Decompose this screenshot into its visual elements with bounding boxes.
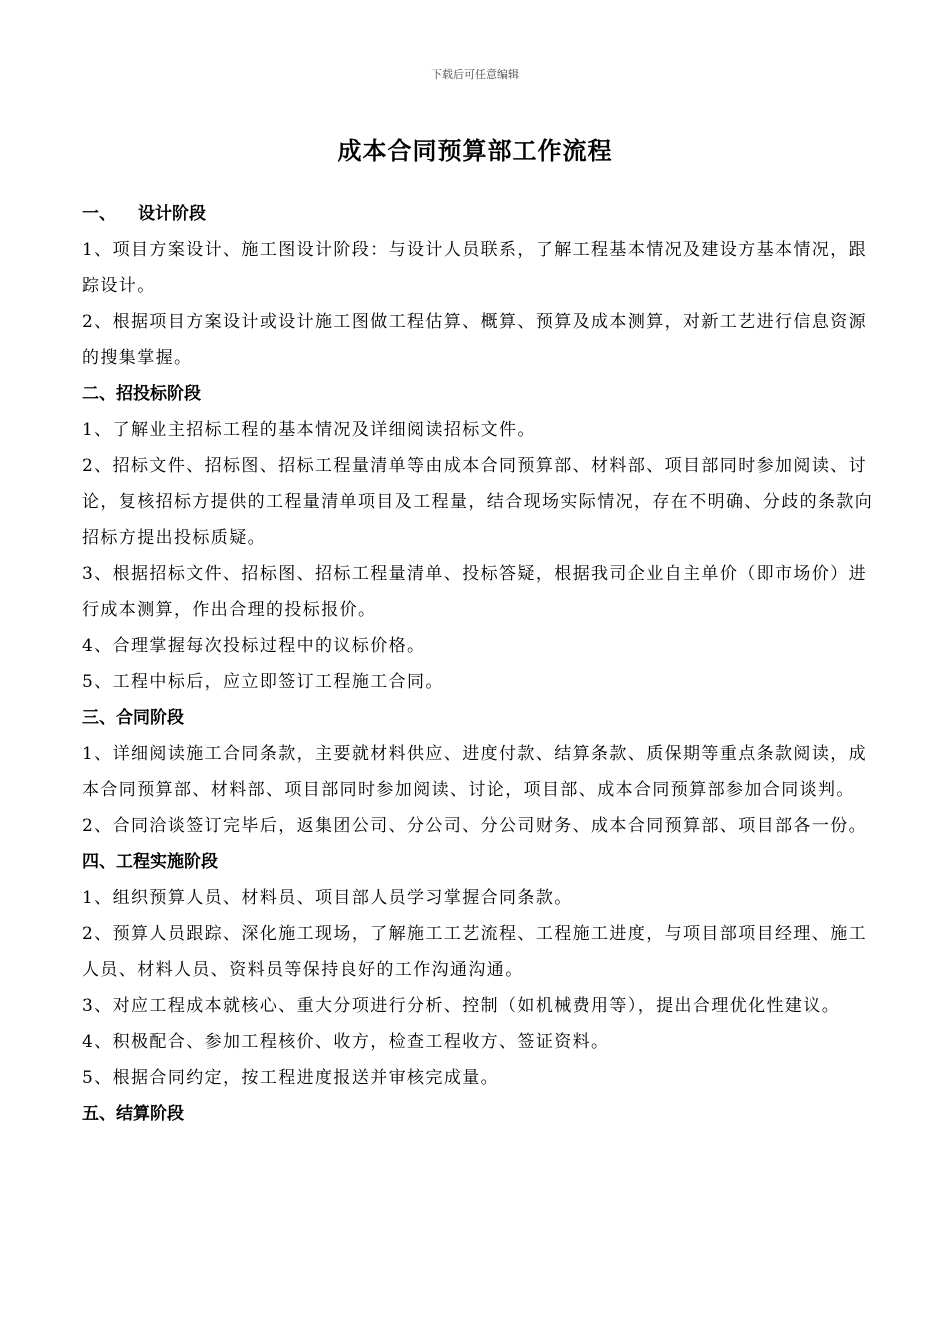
paragraph: 2、根据项目方案设计或设计施工图做工程估算、概算、预算及成本测算，对新工艺进行信息资源的搜集掌握。	[82, 312, 868, 368]
section-heading-implementation	[82, 844, 882, 880]
paragraph: 1、项目方案设计、施工图设计阶段：与设计人员联系，了解工程基本情况及建设方基本情况，跟踪设计。	[82, 240, 868, 296]
paragraph: 3、根据招标文件、招标图、招标工程量清单、投标答疑，根据我司企业自主单价（即市场价）进行成本测算，作出合理的投标报价。	[82, 564, 868, 620]
section-number: 一、	[82, 204, 116, 224]
section-label: 工程实施阶段	[116, 852, 218, 872]
section-number: 三、	[82, 708, 116, 728]
section-heading-bidding	[82, 376, 882, 412]
paragraph: 1、了解业主招标工程的基本情况及详细阅读招标文件。	[82, 420, 536, 440]
paragraph: 5、根据合同约定，按工程进度报送并审核完成量。	[82, 1068, 500, 1088]
section-number: 四、	[82, 852, 116, 872]
paragraph: 4、合理掌握每次投标过程中的议标价格。	[82, 636, 426, 656]
section-number: 二、	[82, 384, 116, 404]
paragraph: 5、工程中标后，应立即签订工程施工合同。	[82, 672, 444, 692]
paragraph: 2、预算人员跟踪、深化施工现场，了解施工工艺流程、工程施工进度，与项目部项目经理、施工人员、材料人员、资料员等保持良好的工作沟通沟通。	[82, 924, 868, 980]
section-label: 结算阶段	[116, 1104, 184, 1124]
section-heading-contract	[82, 700, 882, 736]
document-title: 成本合同预算部工作流程	[337, 136, 613, 165]
section-label: 合同阶段	[116, 708, 184, 728]
paragraph: 3、对应工程成本就核心、重大分项进行分析、控制（如机械费用等），提出合理优化性建议。	[82, 996, 841, 1016]
paragraph: 1、详细阅读施工合同条款，主要就材料供应、进度付款、结算条款、质保期等重点条款阅读，成本合同预算部、材料部、项目部同时参加阅读、讨论，项目部、成本合同预算部参加合同谈判。	[82, 744, 868, 800]
paragraph: 2、合同洽谈签订完毕后，返集团公司、分公司、分公司财务、成本合同预算部、项目部各一份。	[82, 816, 868, 836]
section-heading-settlement	[82, 1096, 882, 1132]
document-body	[82, 196, 882, 1132]
paragraph: 4、积极配合、参加工程核价、收方，检查工程收方、签证资料。	[82, 1032, 610, 1052]
paragraph: 2、招标文件、招标图、招标工程量清单等由成本合同预算部、材料部、项目部同时参加阅读、讨论，复核招标方提供的工程量清单项目及工程量，结合现场实际情况，存在不明确、分歧的条款向招标方提出投标质疑。	[82, 456, 874, 548]
paragraph: 1、组织预算人员、材料员、项目部人员学习掌握合同条款。	[82, 888, 573, 908]
section-heading-design	[82, 196, 882, 232]
section-label: 招投标阶段	[116, 384, 201, 404]
section-number: 五、	[82, 1104, 116, 1124]
section-label: 设计阶段	[138, 204, 206, 224]
header-note: 下载后可任意编辑	[431, 68, 519, 81]
